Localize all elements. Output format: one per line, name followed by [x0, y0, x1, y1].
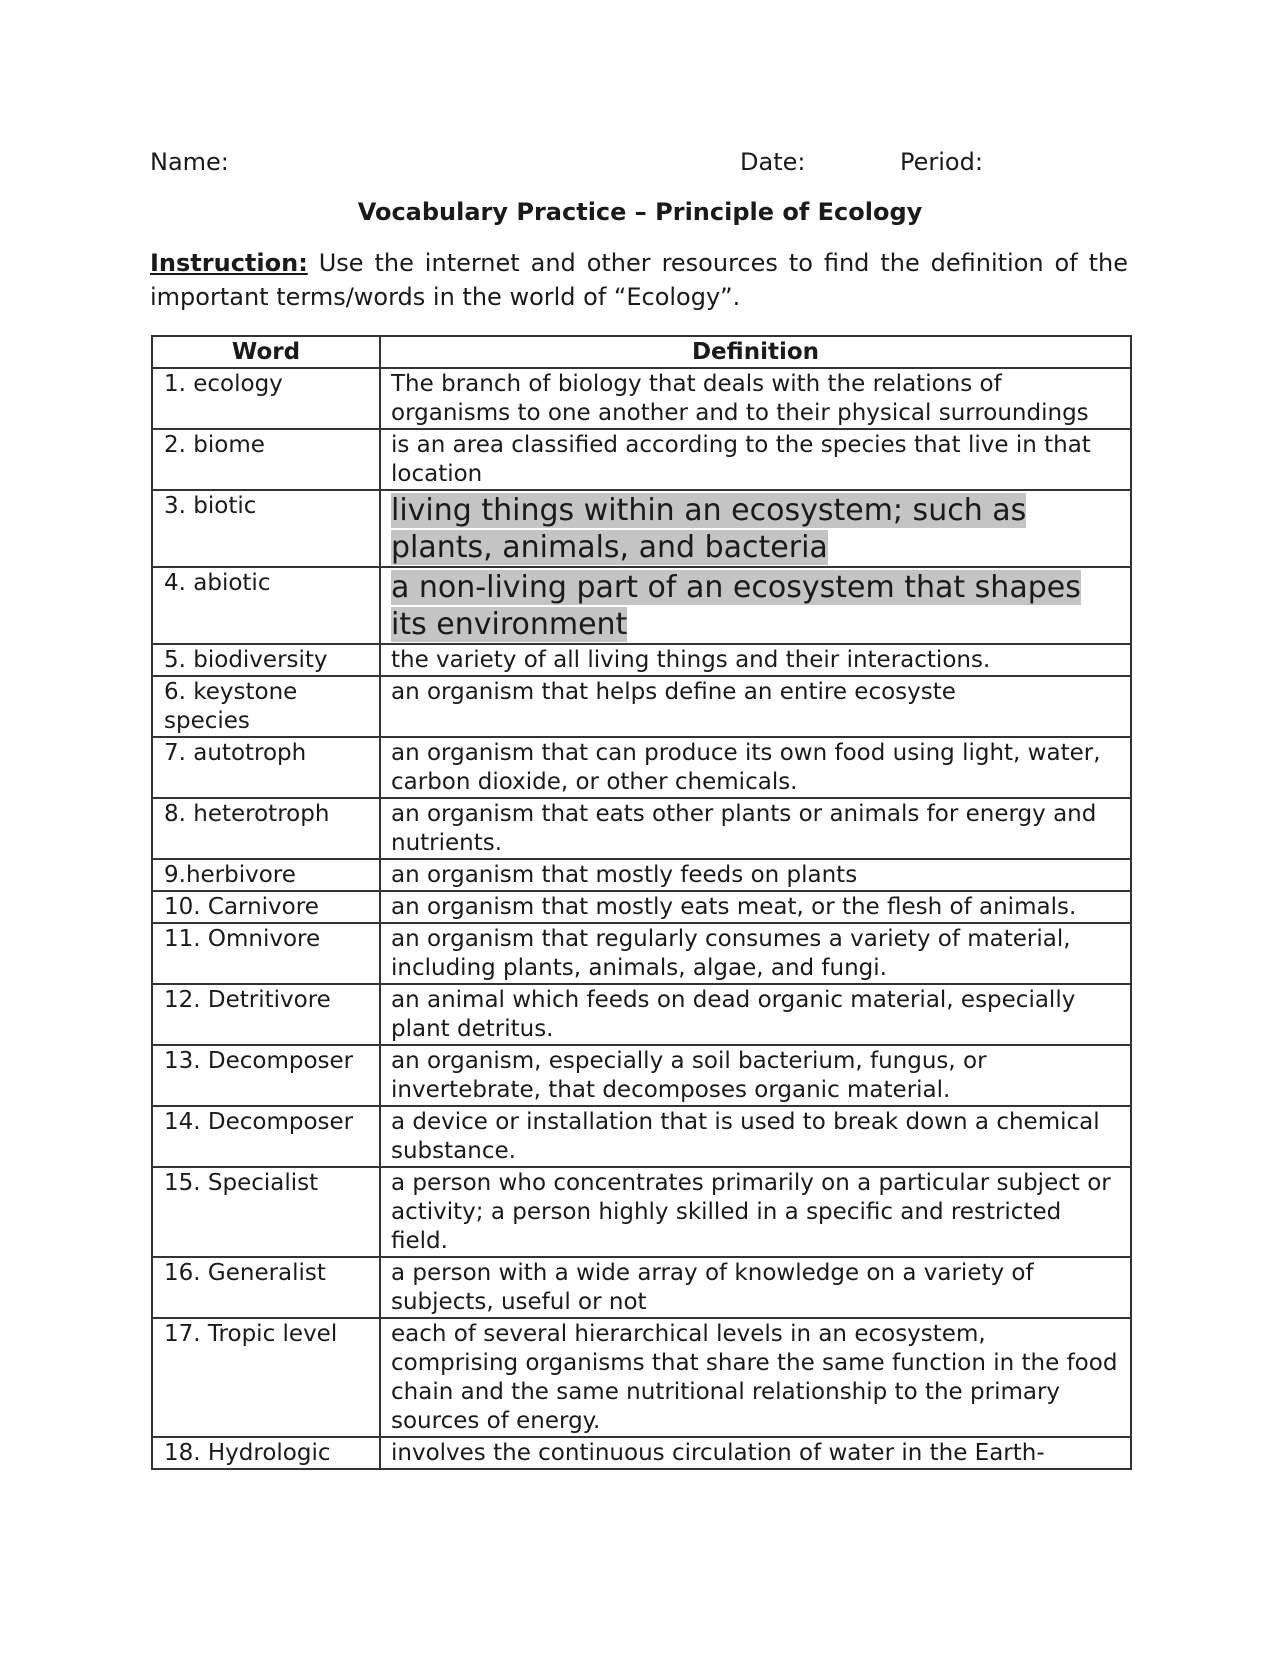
vocab-word: 18. Hydrologic [152, 1437, 380, 1469]
vocab-definition-cell: an organism that helps define an entire ecosyste [380, 676, 1131, 737]
table-row [152, 891, 1131, 923]
vocab-word: 12. Detritivore [152, 984, 380, 1045]
student-info-line [150, 148, 1130, 180]
vocab-definition-cell: a person with a wide array of knowledge on a variety of subjects, useful or not [380, 1257, 1131, 1318]
table-row [152, 737, 1131, 798]
instruction-paragraph [150, 246, 1128, 314]
table-row [152, 798, 1131, 859]
vocab-definition-cell: an organism that eats other plants or animals for energy and nutrients. [380, 798, 1131, 859]
vocab-word: 15. Specialist [152, 1167, 380, 1257]
vocab-definition-cell: an organism that mostly feeds on plants [380, 859, 1131, 891]
table-row [152, 567, 1131, 644]
vocab-definition-cell: a device or installation that is used to break down a chemical substance. [380, 1106, 1131, 1167]
vocab-definition-cell: an organism, especially a soil bacterium, fungus, or invertebrate, that decomposes organic material. [380, 1045, 1131, 1106]
table-row [152, 676, 1131, 737]
table-row [152, 984, 1131, 1045]
table-row [152, 429, 1131, 490]
vocab-word: 4. abiotic [152, 567, 380, 644]
table-row [152, 1257, 1131, 1318]
vocab-definition-cell: the variety of all living things and their interactions. [380, 644, 1131, 676]
vocab-word: 3. biotic [152, 490, 380, 567]
vocab-word: 8. heterotroph [152, 798, 380, 859]
vocab-word: 1. ecology [152, 368, 380, 429]
vocab-definition-cell: an organism that regularly consumes a variety of material, including plants, animals, algae, and fungi. [380, 923, 1131, 984]
table-row [152, 368, 1131, 429]
table-row [152, 859, 1131, 891]
highlighted-definition: a non-living part of an ecosystem that shapes its environment [391, 570, 1081, 642]
vocab-definition-cell: involves the continuous circulation of water in the Earth- [380, 1437, 1131, 1469]
vocab-word: 7. autotroph [152, 737, 380, 798]
instruction-text: Use the internet and other resources to find the definition of the important terms/words in the world of “Ecology”. [150, 249, 1128, 311]
vocab-word: 10. Carnivore [152, 891, 380, 923]
column-header-definition: Definition [380, 336, 1131, 368]
vocabulary-table [151, 335, 1132, 1470]
table-row [152, 1045, 1131, 1106]
vocab-word: 17. Tropic level [152, 1318, 380, 1437]
highlighted-definition: living things within an ecosystem; such as plants, animals, and bacteria [391, 493, 1027, 565]
vocab-definition-cell: an organism that can produce its own food using light, water, carbon dioxide, or other chemicals. [380, 737, 1131, 798]
vocab-word: 14. Decomposer [152, 1106, 380, 1167]
vocab-definition-cell [380, 490, 1131, 567]
table-header-row [152, 336, 1131, 368]
vocab-definition-cell [380, 567, 1131, 644]
period-label: Period: [900, 148, 983, 176]
vocab-word: 9.herbivore [152, 859, 380, 891]
column-header-word: Word [152, 336, 380, 368]
table-row [152, 490, 1131, 567]
vocab-definition-cell: is an area classified according to the species that live in that location [380, 429, 1131, 490]
table-row [152, 1437, 1131, 1469]
vocab-definition-cell: The branch of biology that deals with the relations of organisms to one another and to their physical surroundings [380, 368, 1131, 429]
instruction-label: Instruction: [150, 249, 308, 277]
vocab-word: 13. Decomposer [152, 1045, 380, 1106]
table-row [152, 1318, 1131, 1437]
table-row [152, 1167, 1131, 1257]
page-title: Vocabulary Practice – Principle of Ecology [357, 198, 923, 226]
vocab-definition-cell: an animal which feeds on dead organic material, especially plant detritus. [380, 984, 1131, 1045]
table-body [152, 368, 1131, 1469]
vocab-definition-cell: each of several hierarchical levels in an ecosystem, comprising organisms that share the same function in the food chain and the same nutritional relationship to the primary sources of energy. [380, 1318, 1131, 1437]
table-row [152, 1106, 1131, 1167]
date-label: Date: [740, 148, 806, 176]
vocab-word: 16. Generalist [152, 1257, 380, 1318]
vocab-definition-cell: a person who concentrates primarily on a particular subject or activity; a person highly skilled in a specific and restricted field. [380, 1167, 1131, 1257]
name-label: Name: [150, 148, 229, 176]
table-row [152, 644, 1131, 676]
vocab-word: 11. Omnivore [152, 923, 380, 984]
vocab-definition-cell: an organism that mostly eats meat, or the flesh of animals. [380, 891, 1131, 923]
vocab-word: 6. keystone species [152, 676, 380, 737]
vocab-word: 2. biome [152, 429, 380, 490]
vocab-word: 5. biodiversity [152, 644, 380, 676]
table-row [152, 923, 1131, 984]
